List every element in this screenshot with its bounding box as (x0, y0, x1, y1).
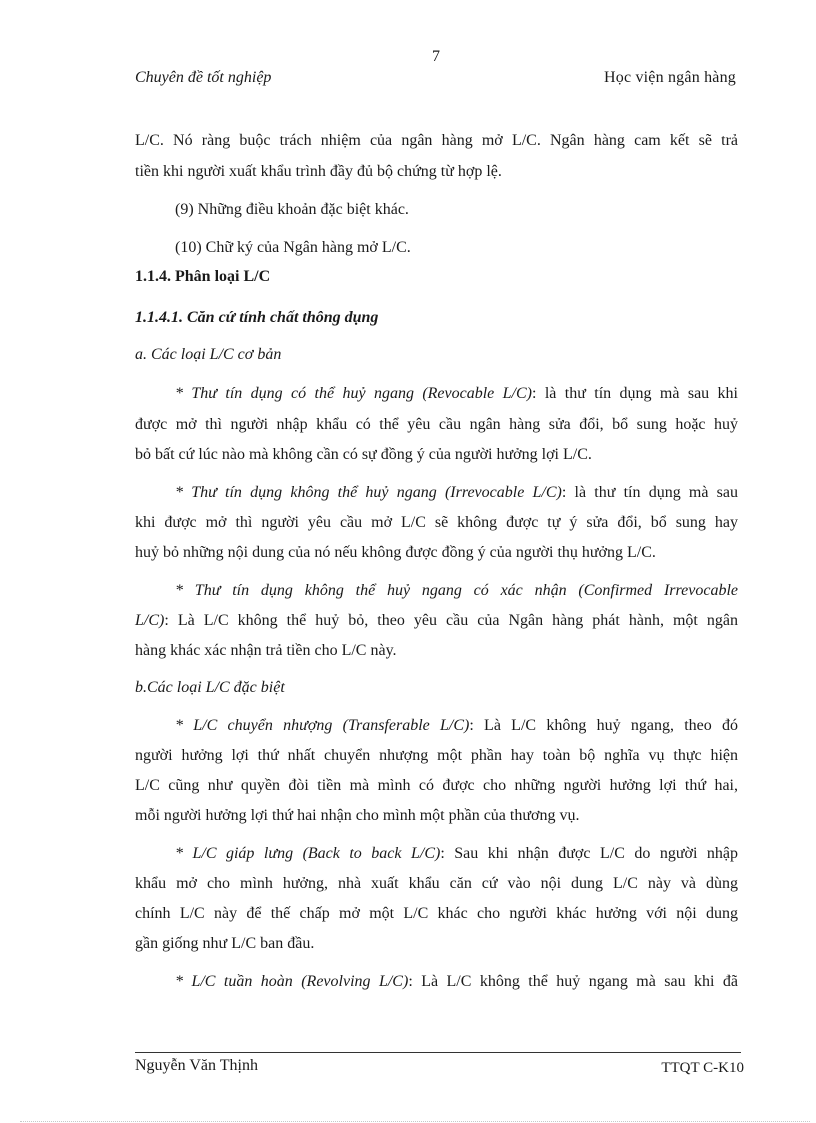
paragraph-line (175, 484, 738, 502)
paragraph-line (135, 612, 738, 630)
header-right: Học viện ngân hàng (603, 69, 736, 86)
paragraph-line: khẩu mở cho mình hưởng, nhà xuất khẩu căn cứ vào nội dung L/C này và dùng (135, 875, 738, 892)
paragraph-line: tiền khi người xuất khẩu trình đầy đủ bộ chứng từ hợp lệ. (135, 163, 502, 180)
term-continuation: L/C) (135, 612, 165, 629)
footer-author: Nguyễn Văn Thịnh (135, 1057, 258, 1074)
term-irrevocable: * Thư tín dụng không thể huỷ ngang (Irrevocable L/C) (175, 484, 562, 501)
definition-text: : Là L/C không thể huỷ ngang mà sau khi đã (408, 973, 739, 990)
subheading-special-types: b.Các loại L/C đặc biệt (135, 679, 285, 696)
footer-rule (135, 1052, 741, 1053)
paragraph-line: khi được mở thì người yêu cầu mở L/C sẽ không được tự ý sửa đổi, bổ sung hay (135, 514, 738, 531)
term-confirmed-irrevocable: * Thư tín dụng không thể huỷ ngang có xác nhận (Confirmed Irrevocable (175, 582, 738, 599)
page-number: 7 (432, 48, 440, 65)
definition-text: : là thư tín dụng mà sau khi (532, 385, 738, 402)
definition-text: : Sau khi nhận được L/C do người nhập (440, 845, 738, 862)
paragraph-line: chính L/C này để thế chấp mở một L/C khác cho người khác hưởng với nội dung (135, 905, 738, 922)
paragraph-line: bỏ bất cứ lúc nào mà không cần có sự đồng ý của người hưởng lợi L/C. (135, 446, 592, 463)
term-revolving: * L/C tuần hoàn (Revolving L/C) (175, 973, 409, 990)
paragraph-line (175, 385, 738, 403)
paragraph-line (175, 973, 738, 991)
term-revocable: * Thư tín dụng có thể huỷ ngang (Revocable L/C) (175, 385, 532, 402)
paragraph-line: mỗi người hưởng lợi thứ hai nhận cho mình một phần của thương vụ. (135, 807, 580, 824)
paragraph-line: huỷ bỏ những nội dung của nó nếu không được đồng ý của người thụ hưởng L/C. (135, 544, 656, 561)
definition-text: : Là L/C không thể huỷ bỏ, theo yêu cầu của Ngân hàng phát hành, một ngân (164, 612, 738, 629)
footer-class: TTQT C-K10 (661, 1060, 744, 1076)
paragraph-line: hàng khác xác nhận trả tiền cho L/C này. (135, 642, 397, 659)
paragraph-line: được mở thì người nhập khẩu có thể yêu cầu ngân hàng sửa đổi, bổ sung hoặc huỷ (135, 416, 738, 433)
section-heading: 1.1.4. Phân loại L/C (135, 268, 271, 285)
paragraph-line: L/C cũng như quyền đòi tiền mà mình có được cho những người hưởng lợi thứ hai, (135, 777, 738, 794)
list-item: (9) Những điều khoản đặc biệt khác. (175, 201, 409, 218)
subheading-basic-types: a. Các loại L/C cơ bản (135, 346, 282, 363)
definition-text: : là thư tín dụng mà sau (561, 484, 739, 501)
paragraph-line (175, 717, 738, 735)
paragraph-line: người hưởng lợi thứ nhất chuyển nhượng một phần hay toàn bộ nghĩa vụ thực hiện (135, 747, 738, 764)
header-left: Chuyên đề tốt nghiệp (135, 69, 272, 86)
term-back-to-back: * L/C giáp lưng (Back to back L/C) (175, 845, 441, 862)
paragraph-line (175, 845, 738, 863)
definition-text: : Là L/C không huỷ ngang, theo đó (469, 717, 739, 734)
subsection-heading: 1.1.4.1. Căn cứ tính chất thông dụng (135, 309, 379, 326)
term-transferable: * L/C chuyển nhượng (Transferable L/C) (175, 717, 470, 734)
page-edge-divider (20, 1121, 810, 1122)
paragraph-line: gần giống như L/C ban đầu. (135, 935, 315, 952)
list-item: (10) Chữ ký của Ngân hàng mở L/C. (175, 239, 411, 256)
paragraph-line: L/C. Nó ràng buộc trách nhiệm của ngân hàng mở L/C. Ngân hàng cam kết sẽ trả (135, 132, 738, 149)
